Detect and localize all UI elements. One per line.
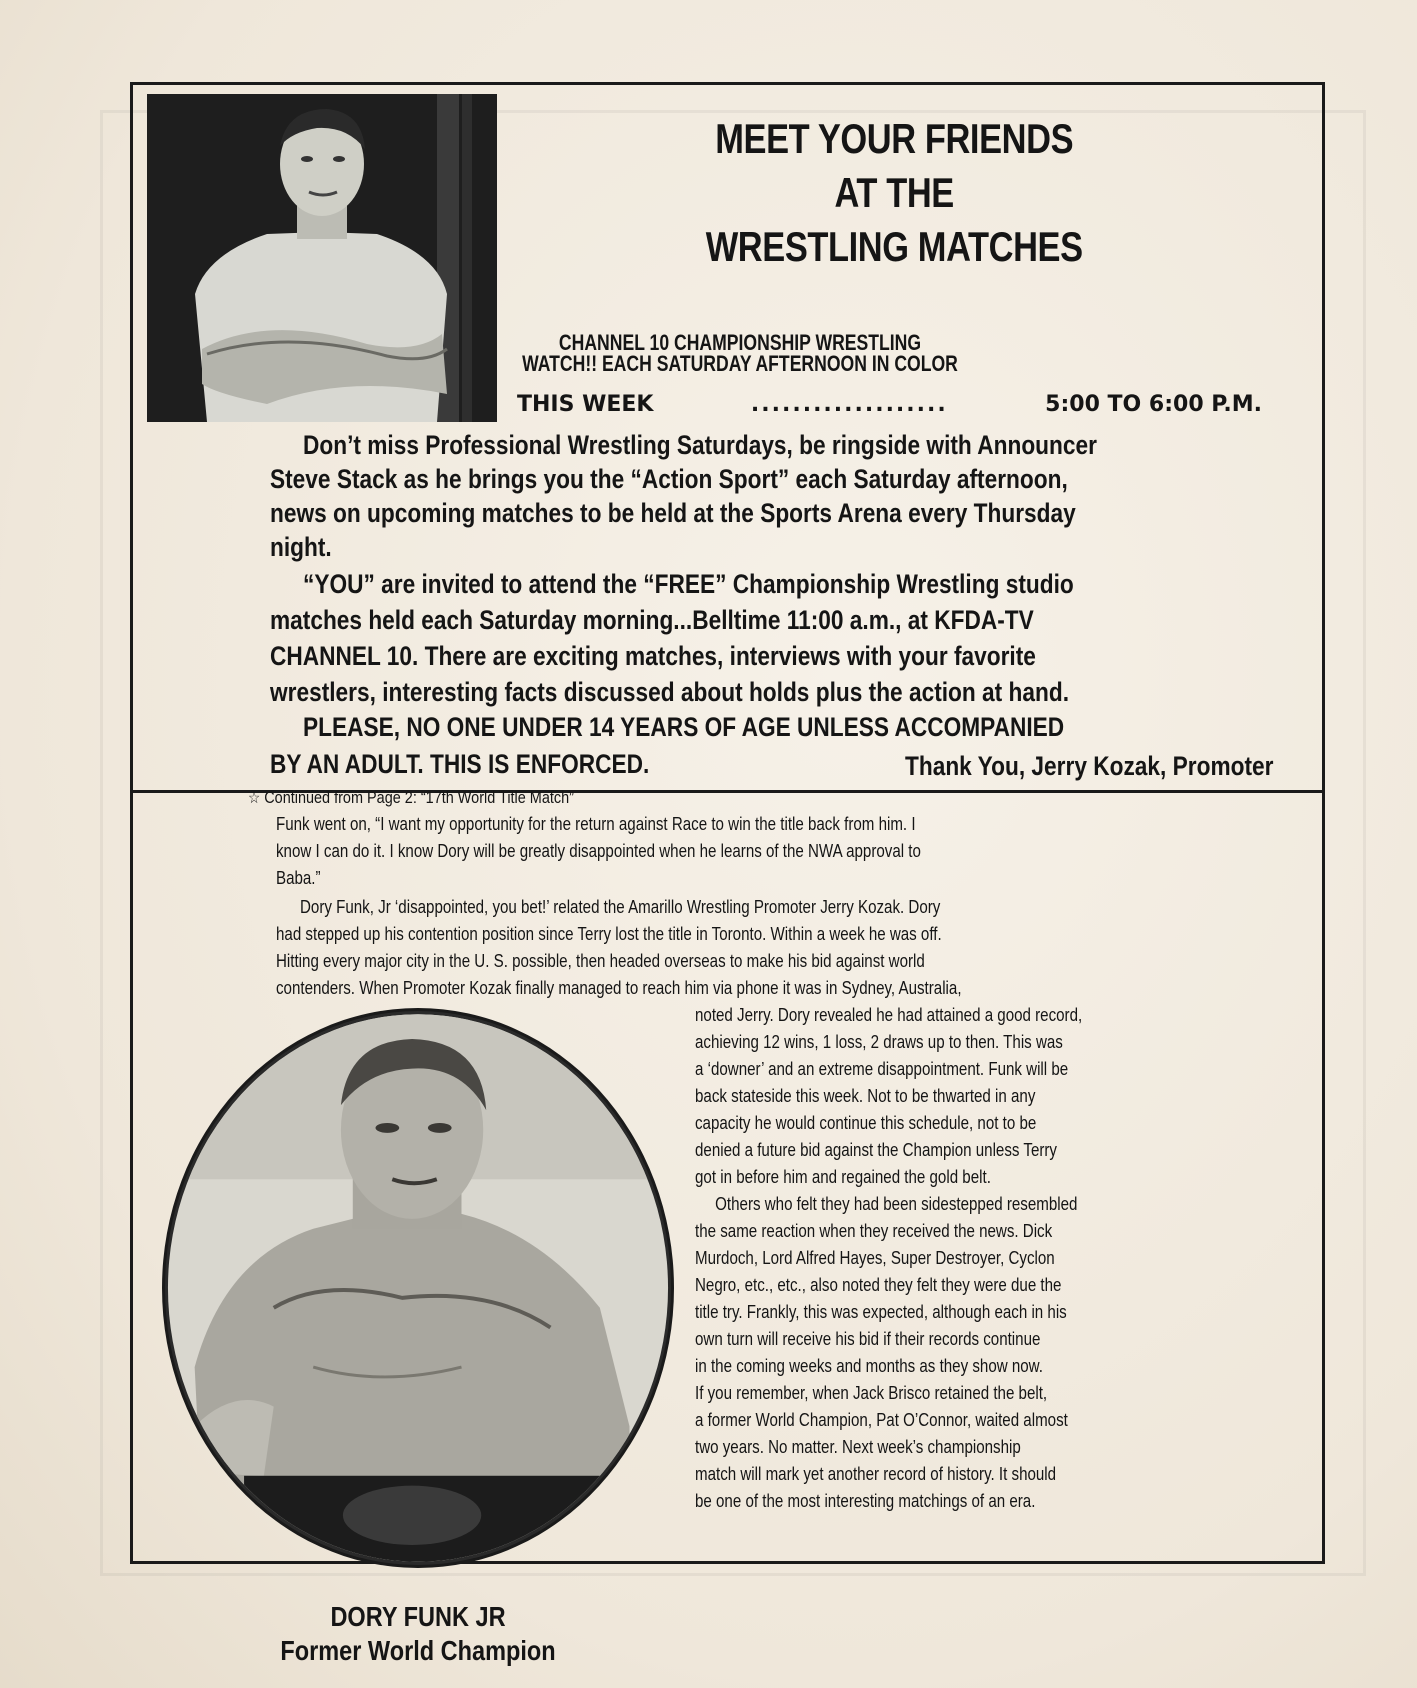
right-line-19: be one of the most interesting matchings of an era.	[695, 1491, 1036, 1511]
intro-line-5: “YOU” are invited to attend the “FREE” Championship Wrestling studio	[303, 569, 1074, 599]
star-icon: ☆	[248, 790, 261, 807]
continued-note	[248, 788, 574, 808]
channel-line-2: WATCH!! EACH SATURDAY AFTERNOON IN COLOR	[522, 351, 958, 376]
right-line-6: denied a future bid against the Champion unless Terry	[695, 1140, 1057, 1160]
right-line-13: own turn will receive his bid if their records continue	[695, 1329, 1041, 1349]
promoter-thanks: Thank You, Jerry Kozak, Promoter	[905, 751, 1274, 781]
right-line-3: a ‘downer’ and an extreme disappointment. Funk will be	[695, 1059, 1069, 1079]
right-line-12: title try. Frankly, this was expected, although each in his	[695, 1302, 1067, 1322]
article-line-4: Dory Funk, Jr ‘disappointed, you bet!’ related the Amarillo Wrestling Promoter Jerry Kozak. Dory	[300, 897, 941, 917]
wrestler-photo	[162, 1008, 674, 1568]
this-week-label: THIS WEEK	[517, 392, 654, 417]
caption-name: DORY FUNK JR	[330, 1601, 506, 1632]
intro-line-2: Steve Stack as he brings you the “Action Sport” each Saturday afternoon,	[270, 464, 1068, 494]
right-line-1: noted Jerry. Dory revealed he had attained a good record,	[695, 1005, 1083, 1025]
channel-info	[500, 332, 980, 374]
headline-line-2: AT THE	[834, 169, 954, 216]
right-line-7: got in before him and regained the gold belt.	[695, 1167, 991, 1187]
promoter-photo	[147, 94, 497, 422]
intro-line-7: CHANNEL 10. There are exciting matches, interviews with your favorite	[270, 641, 1036, 671]
right-line-16: a former World Champion, Pat O’Connor, waited almost	[695, 1410, 1068, 1430]
right-line-14: in the coming weeks and months as they show now.	[695, 1356, 1043, 1376]
right-line-15: If you remember, when Jack Brisco retained the belt,	[695, 1383, 1048, 1403]
broadcast-time: 5:00 TO 6:00 P.M.	[1045, 392, 1262, 417]
intro-line-6: matches held each Saturday morning...Belltime 11:00 a.m., at KFDA-TV	[270, 605, 1034, 635]
intro-line-1: Don’t miss Professional Wrestling Saturdays, be ringside with Announcer	[303, 430, 1097, 460]
right-line-18: match will mark yet another record of history. It should	[695, 1464, 1057, 1484]
article-line-2: know I can do it. I know Dory will be greatly disappointed when he learns of the NWA approval to	[276, 841, 921, 861]
this-week-line	[517, 392, 1262, 417]
article-line-1: Funk went on, “I want my opportunity for the return against Race to win the title back from him. I	[276, 814, 916, 834]
article-line-7: contenders. When Promoter Kozak finally managed to reach him via phone it was in Sydney, Australia,	[276, 978, 962, 998]
leader-dots: ...................	[750, 392, 948, 417]
article-line-5: had stepped up his contention position since Terry lost the title in Toronto. Within a week he was off.	[276, 924, 942, 944]
continued-text: Continued from Page 2: “17th World Title Match”	[264, 788, 574, 807]
article-line-3: Baba.”	[276, 868, 321, 888]
headline-line-3: WRESTLING MATCHES	[705, 223, 1083, 270]
photo-caption	[275, 1600, 561, 1668]
intro-line-4: night.	[270, 532, 332, 562]
right-line-10: Murdoch, Lord Alfred Hayes, Super Destroyer, Cyclon	[695, 1248, 1055, 1268]
channel-line-1: CHANNEL 10 CHAMPIONSHIP WRESTLING	[558, 330, 922, 355]
intro-line-8: wrestlers, interesting facts discussed about holds plus the action at hand.	[270, 677, 1070, 707]
intro-line-3: news on upcoming matches to be held at the Sports Arena every Thursday	[270, 498, 1076, 528]
article-right-column	[695, 1002, 1255, 1515]
headline-line-1: MEET YOUR FRIENDS	[715, 115, 1074, 162]
right-line-8: Others who felt they had been sidestepped resembled	[715, 1194, 1078, 1214]
enforced-line: BY AN ADULT. THIS IS ENFORCED.	[270, 749, 650, 779]
caption-title: Former World Champion	[280, 1635, 556, 1666]
right-line-5: capacity he would continue this schedule, not to be	[695, 1113, 1037, 1133]
right-line-4: back stateside this week. Not to be thwarted in any	[695, 1086, 1036, 1106]
right-line-17: two years. No matter. Next week’s championship	[695, 1437, 1021, 1457]
article-line-6: Hitting every major city in the U. S. possible, then headed overseas to make his bid against world	[276, 951, 925, 971]
headline	[640, 112, 1148, 274]
intro-line-9: PLEASE, NO ONE UNDER 14 YEARS OF AGE UNLESS ACCOMPANIED	[303, 712, 1065, 742]
right-line-2: achieving 12 wins, 1 loss, 2 draws up to then. This was	[695, 1032, 1063, 1052]
right-line-11: Negro, etc., etc., also noted they felt they were due the	[695, 1275, 1062, 1295]
right-line-9: the same reaction when they received the news. Dick	[695, 1221, 1053, 1241]
